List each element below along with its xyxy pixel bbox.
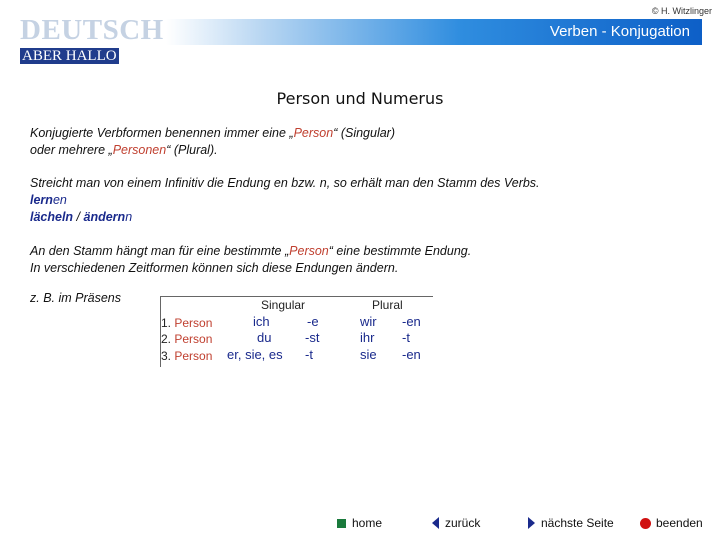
header-bar	[166, 19, 702, 45]
pl-3-pronoun: sie	[360, 347, 377, 362]
stop-icon	[640, 518, 651, 529]
person-word: Person	[174, 332, 213, 346]
text: Streicht man von einem Infinitiv die Endung en bzw. n, so erhält man den Stamm des Verbs.	[30, 176, 540, 190]
text: Konjugierte Verbformen benennen immer eine „	[30, 126, 294, 140]
example-lern-ending: en	[52, 193, 67, 207]
text: “ eine bestimmte Endung.	[328, 244, 472, 258]
person-number: 1.	[161, 316, 172, 330]
logo-subtitle: ABER HALLO	[22, 48, 117, 64]
conjugation-table	[160, 296, 433, 367]
sg-2-ending: -st	[305, 330, 320, 345]
person-1-label	[161, 315, 212, 331]
sg-3-pronoun: er, sie, es	[227, 347, 283, 362]
sg-3-ending: -t	[305, 347, 313, 362]
person-number: 2.	[161, 332, 172, 346]
next-label: nächste Seite	[541, 516, 614, 530]
arrow-right-icon	[528, 517, 535, 529]
copyright-notice: © H. Witzlinger	[651, 6, 712, 16]
page-heading: Person und Numerus	[276, 89, 444, 108]
text: oder mehrere „	[30, 143, 113, 157]
sg-1-pronoun: ich	[253, 314, 270, 329]
header-title: Verben - Konjugation	[549, 23, 690, 40]
pl-1-ending: -en	[402, 314, 421, 329]
highlight-person: Person	[289, 244, 329, 258]
text: “ (Plural).	[166, 143, 218, 157]
pl-3-ending: -en	[402, 347, 421, 362]
sg-2-pronoun: du	[257, 330, 272, 345]
example-label: z. B. im Präsens	[30, 291, 121, 305]
person-number: 3.	[161, 349, 172, 363]
person-word: Person	[174, 349, 213, 363]
next-page-button[interactable]	[528, 516, 614, 530]
sg-1-ending: -e	[307, 314, 319, 329]
quit-label: beenden	[656, 516, 703, 530]
text: An den Stamm hängt man für eine bestimmte „	[30, 244, 290, 258]
quit-button[interactable]	[640, 516, 703, 530]
pl-2-pronoun: ihr	[360, 330, 375, 345]
text: In verschiedenen Zeitformen können sich diese Endungen ändern.	[30, 261, 399, 275]
example-aendern-stem: ändern	[83, 210, 126, 224]
back-button[interactable]	[432, 516, 480, 530]
arrow-left-icon	[432, 517, 439, 529]
highlight-person: Person	[293, 126, 334, 140]
logo-title: DEUTSCH	[20, 14, 164, 46]
logo	[20, 16, 168, 64]
plural-header: Plural	[372, 298, 403, 312]
example-laecheln-stem: lächeln	[30, 210, 74, 224]
person-word: Person	[174, 316, 213, 330]
paragraph-stem	[30, 175, 540, 226]
home-button[interactable]	[337, 516, 382, 530]
person-3-label	[161, 348, 212, 364]
pl-2-ending: -t	[402, 330, 410, 345]
separator: /	[73, 210, 84, 224]
highlight-personen: Personen	[112, 143, 167, 157]
back-label: zurück	[445, 516, 481, 530]
person-2-label	[161, 331, 212, 347]
example-lern-stem: lern	[30, 193, 53, 207]
home-label: home	[352, 516, 383, 530]
paragraph-intro	[30, 125, 395, 159]
pl-1-pronoun: wir	[360, 314, 377, 329]
text: “ (Singular)	[333, 126, 396, 140]
paragraph-endings	[30, 243, 471, 277]
square-icon	[337, 519, 346, 528]
example-aendern-ending: n	[125, 210, 133, 224]
singular-header: Singular	[261, 298, 306, 312]
